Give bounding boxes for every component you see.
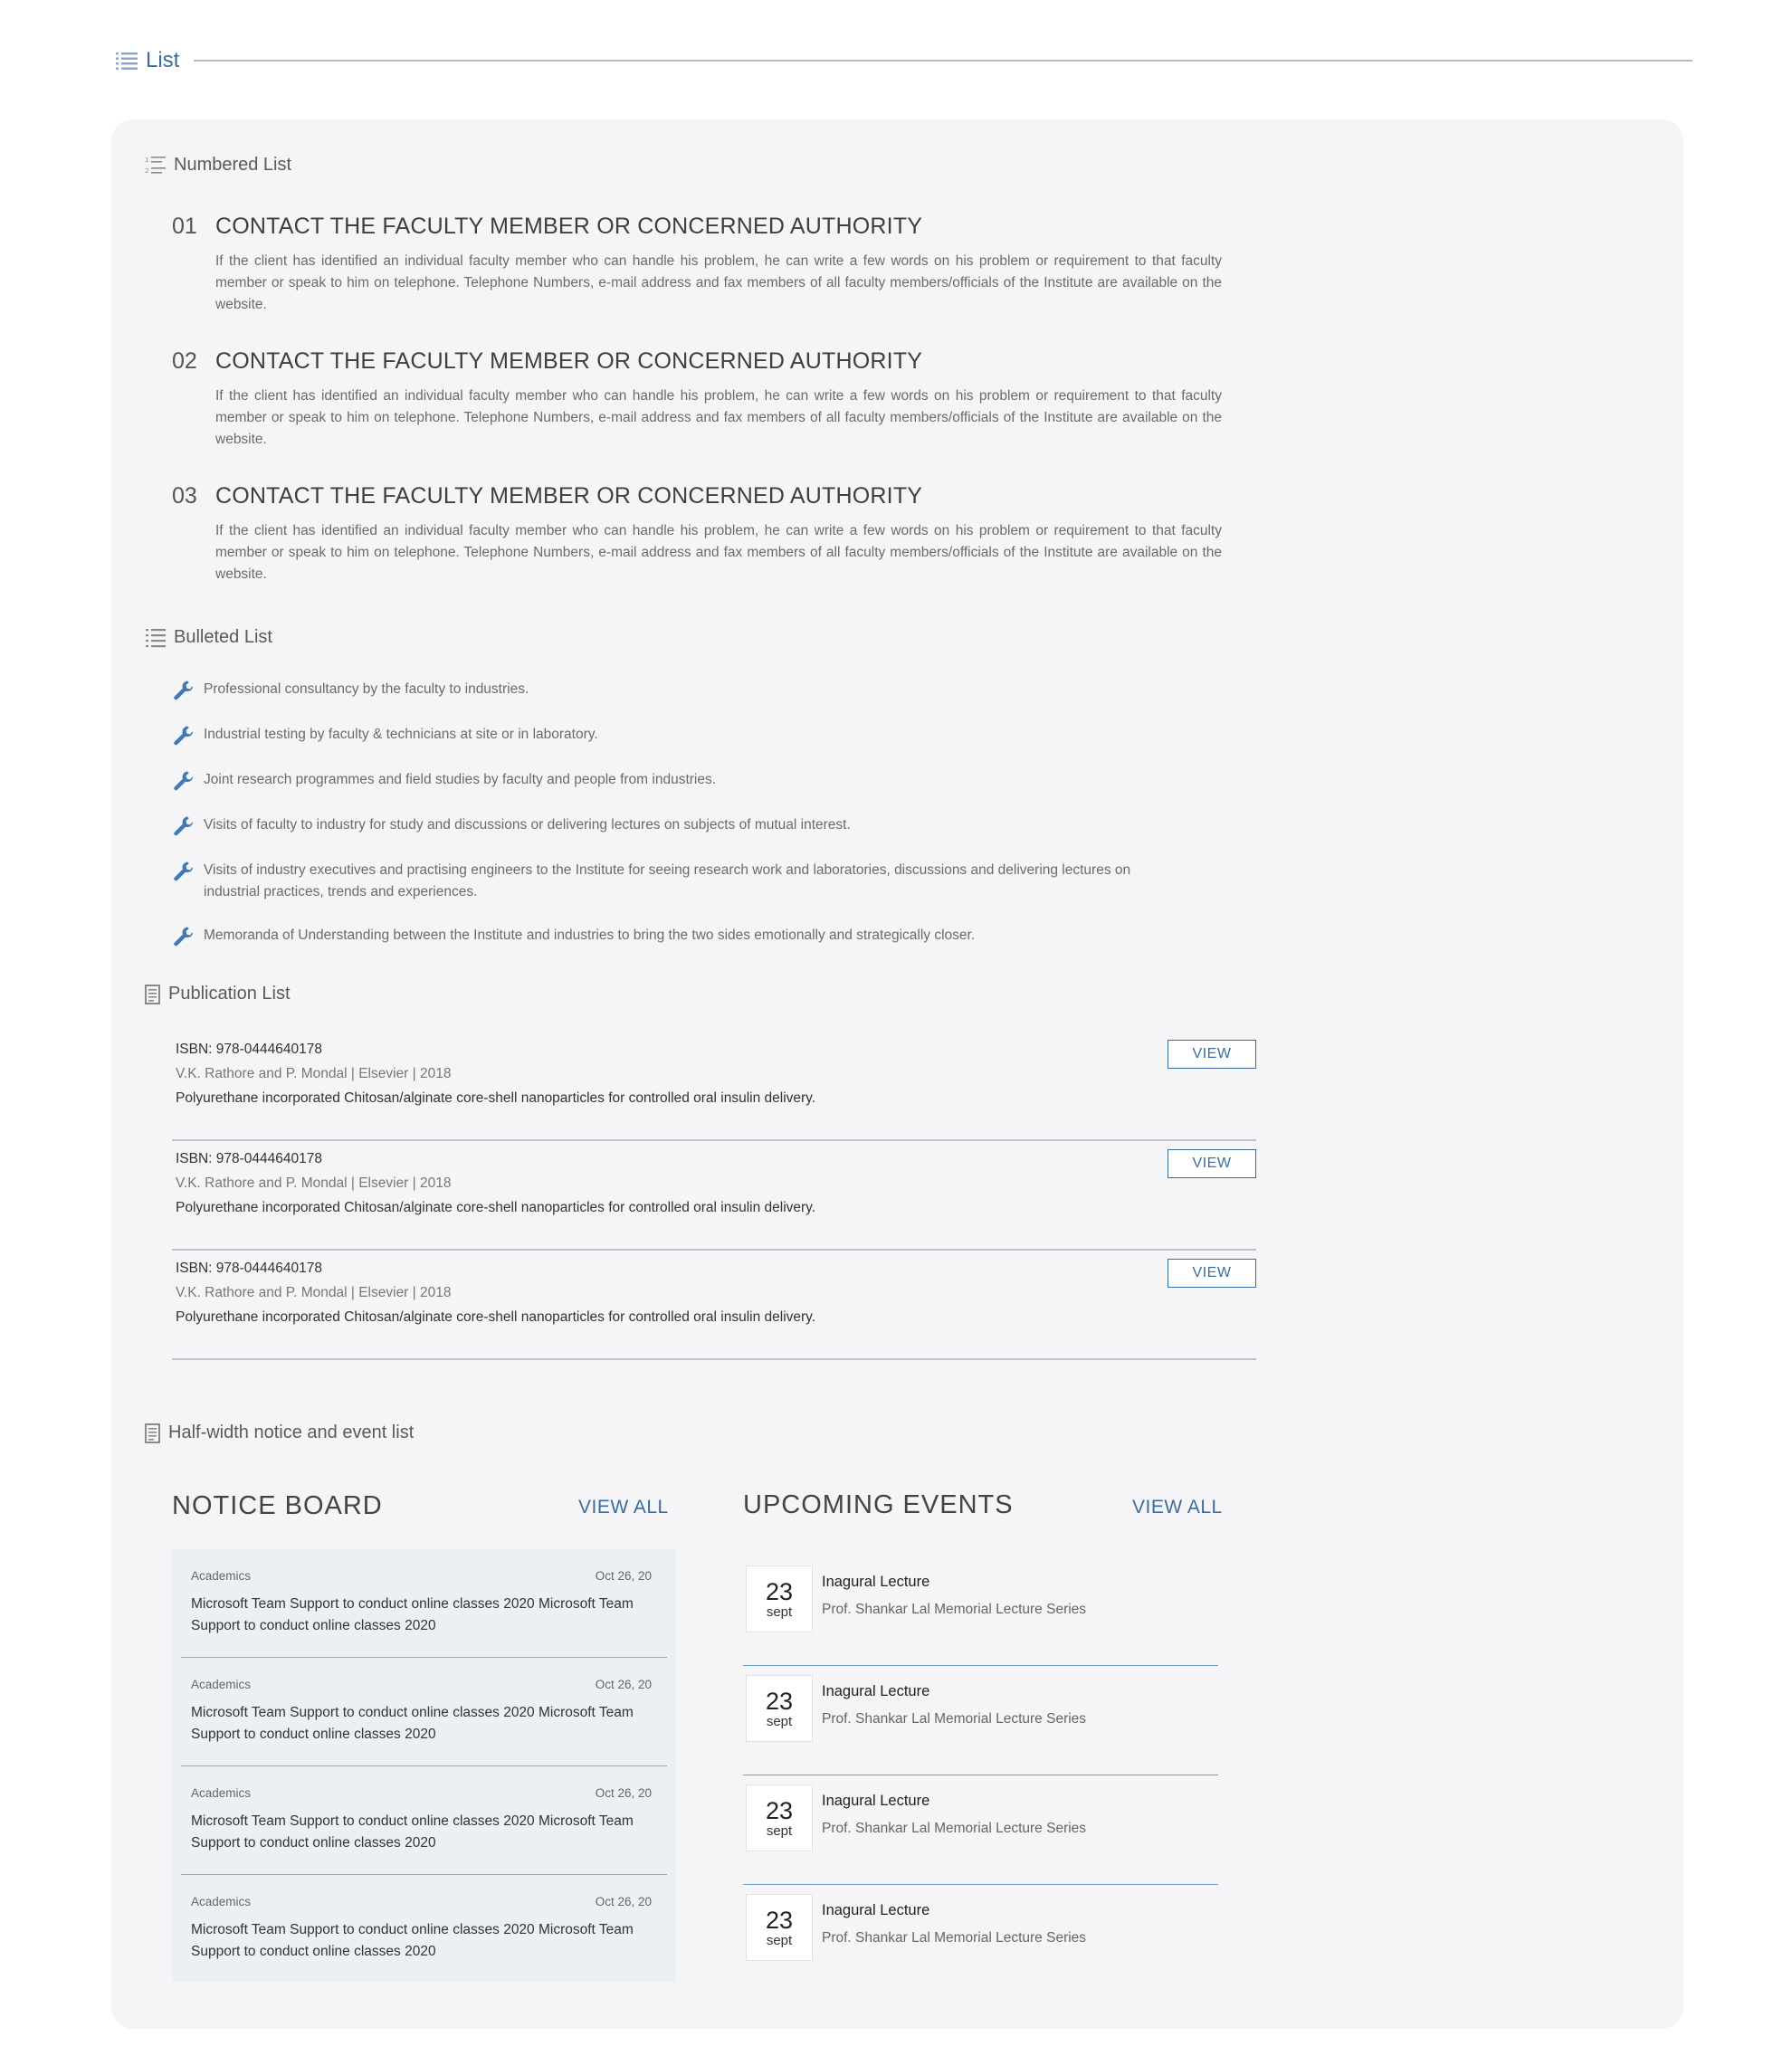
event-item[interactable] (743, 1556, 1218, 1666)
event-month: sept (766, 1822, 793, 1839)
numbered-item (172, 214, 1222, 316)
notice-date: Oct 26, 20 (595, 1786, 652, 1800)
list-icon (115, 50, 138, 71)
wrench-icon (172, 679, 195, 702)
notice-item[interactable] (181, 1658, 667, 1766)
wrench-icon (172, 925, 195, 948)
list-item: Professional consultancy by the faculty to industries. (172, 679, 1186, 702)
publication-item (172, 1141, 1256, 1251)
notice-date: Oct 26, 20 (595, 1678, 652, 1691)
event-date-box (746, 1675, 813, 1742)
notice-category: Academics (191, 1786, 252, 1800)
event-month: sept (766, 1603, 793, 1620)
event-subtitle: Prof. Shankar Lal Memorial Lecture Series (822, 1821, 1087, 1836)
event-month: sept (766, 1713, 793, 1729)
publication-meta: V.K. Rathore and P. Mondal | Elsevier | 2018 (176, 1175, 452, 1191)
event-title: Inagural Lecture (822, 1793, 930, 1809)
publication-title: Polyurethane incorporated Chitosan/alginate core-shell nanoparticles for controlled oral insulin delivery. (176, 1309, 816, 1325)
publication-isbn: ISBN: 978-0444640178 (176, 1042, 323, 1057)
bulleted-list-title: Bulleted List (174, 626, 272, 647)
bulleted-list (172, 679, 1186, 970)
notice-text: Microsoft Team Support to conduct online classes 2020 Microsoft Team Support to conduct online classes 2020 (191, 1596, 634, 1633)
publication-list-header (145, 984, 291, 1004)
wrench-icon (172, 769, 195, 793)
event-month: sept (766, 1932, 793, 1948)
item-body: If the client has identified an individual faculty member who can handle his problem, he can write a few words on his problem or requirement to that faculty member or speak to him on telephone. Telephone Numbers, e-mail address and fax members of all faculty members/officials of the Institute are available on the website. (215, 253, 1222, 312)
notice-view-all-link[interactable]: VIEW ALL (578, 1497, 669, 1518)
publication-isbn: ISBN: 978-0444640178 (176, 1151, 323, 1166)
page-title: List (146, 48, 180, 72)
notice-board-title: NOTICE BOARD (172, 1491, 383, 1520)
item-number: 03 (172, 483, 197, 509)
svg-text:1: 1 (145, 157, 149, 164)
item-number: 02 (172, 348, 197, 374)
view-button[interactable]: VIEW (1168, 1040, 1256, 1069)
publication-list-title: Publication List (168, 984, 291, 1004)
events-title: UPCOMING EVENTS (743, 1490, 1014, 1519)
notice-text: Microsoft Team Support to conduct online classes 2020 Microsoft Team Support to conduct online classes 2020 (191, 1813, 634, 1851)
wrench-icon (172, 724, 195, 747)
publication-item (172, 1251, 1256, 1360)
publication-meta: V.K. Rathore and P. Mondal | Elsevier | 2018 (176, 1066, 452, 1081)
notice-board (172, 1549, 676, 1982)
event-date-box (746, 1565, 813, 1632)
events-list (743, 1556, 1218, 1994)
wrench-icon (172, 860, 195, 883)
header-divider (194, 60, 1692, 62)
notice-text: Microsoft Team Support to conduct online classes 2020 Microsoft Team Support to conduct online classes 2020 (191, 1922, 634, 1959)
event-subtitle: Prof. Shankar Lal Memorial Lecture Series (822, 1711, 1087, 1727)
list-item: Visits of industry executives and practising engineers to the Institute for seeing research work and laboratories, discussions and delivering lectures on industrial practices, trends and experiences. (172, 860, 1186, 903)
svg-text:2: 2 (145, 167, 149, 175)
publication-title: Polyurethane incorporated Chitosan/alginate core-shell nanoparticles for controlled oral insulin delivery. (176, 1090, 816, 1106)
numbered-item (172, 483, 1222, 585)
bulleted-list-header (145, 626, 272, 648)
event-title: Inagural Lecture (822, 1902, 930, 1918)
event-day: 23 (765, 1906, 794, 1934)
publication-title: Polyurethane incorporated Chitosan/alginate core-shell nanoparticles for controlled oral insulin delivery. (176, 1200, 816, 1215)
event-date-box (746, 1784, 813, 1851)
wrench-icon (172, 814, 195, 838)
event-subtitle: Prof. Shankar Lal Memorial Lecture Series (822, 1930, 1087, 1946)
halfwidth-list-header (145, 1423, 414, 1443)
event-day: 23 (765, 1577, 794, 1605)
view-button[interactable]: VIEW (1168, 1259, 1256, 1288)
numbered-list-header (145, 154, 291, 176)
bulleted-list-icon (145, 626, 167, 648)
notice-item[interactable] (181, 1766, 667, 1875)
halfwidth-list-title: Half-width notice and event list (168, 1423, 415, 1442)
document-icon (145, 1423, 161, 1443)
view-button[interactable]: VIEW (1168, 1149, 1256, 1178)
item-number: 01 (172, 214, 197, 239)
notice-date: Oct 26, 20 (595, 1895, 652, 1908)
document-icon (145, 985, 161, 1004)
publication-list (172, 1032, 1256, 1360)
event-day: 23 (765, 1796, 794, 1824)
events-view-all-link[interactable]: VIEW ALL (1132, 1497, 1223, 1518)
notice-category: Academics (191, 1895, 252, 1908)
publication-isbn: ISBN: 978-0444640178 (176, 1261, 323, 1276)
list-item: Joint research programmes and field studies by faculty and people from industries. (172, 769, 1186, 793)
notice-item[interactable] (181, 1875, 667, 1984)
event-day: 23 (765, 1687, 794, 1715)
item-heading: CONTACT THE FACULTY MEMBER OR CONCERNED AUTHORITY (215, 348, 923, 374)
page-header (115, 47, 1692, 74)
item-heading: CONTACT THE FACULTY MEMBER OR CONCERNED AUTHORITY (215, 483, 923, 509)
publication-item (172, 1032, 1256, 1141)
notice-date: Oct 26, 20 (595, 1569, 652, 1583)
item-body: If the client has identified an individual faculty member who can handle his problem, he can write a few words on his problem or requirement to that faculty member or speak to him on telephone. Telephone Numbers, e-mail address and fax members of all faculty members/officials of the Institute are available on the website. (215, 388, 1222, 447)
event-item[interactable] (743, 1775, 1218, 1885)
event-date-box (746, 1894, 813, 1961)
event-item[interactable] (743, 1666, 1218, 1775)
numbered-list-title: Numbered List (174, 154, 292, 175)
event-item[interactable] (743, 1885, 1218, 1994)
numbered-item (172, 348, 1222, 451)
list-item: Memoranda of Understanding between the Institute and industries to bring the two sides emotionally and strategically closer. (172, 925, 1186, 948)
event-title: Inagural Lecture (822, 1683, 930, 1699)
notice-text: Microsoft Team Support to conduct online classes 2020 Microsoft Team Support to conduct online classes 2020 (191, 1705, 634, 1742)
notice-item[interactable] (181, 1549, 667, 1658)
publication-meta: V.K. Rathore and P. Mondal | Elsevier | 2018 (176, 1285, 452, 1300)
event-title: Inagural Lecture (822, 1574, 930, 1590)
list-item: Visits of faculty to industry for study and discussions or delivering lectures on subjects of mutual interest. (172, 814, 1186, 838)
item-heading: CONTACT THE FACULTY MEMBER OR CONCERNED AUTHORITY (215, 214, 923, 239)
event-subtitle: Prof. Shankar Lal Memorial Lecture Series (822, 1602, 1087, 1617)
notice-category: Academics (191, 1678, 252, 1691)
numbered-list-icon (145, 154, 167, 176)
notice-category: Academics (191, 1569, 252, 1583)
list-item: Industrial testing by faculty & technicians at site or in laboratory. (172, 724, 1186, 747)
item-body: If the client has identified an individual faculty member who can handle his problem, he can write a few words on his problem or requirement to that faculty member or speak to him on telephone. Telephone Numbers, e-mail address and fax members of all faculty members/officials of the Institute are available on the website. (215, 523, 1222, 582)
